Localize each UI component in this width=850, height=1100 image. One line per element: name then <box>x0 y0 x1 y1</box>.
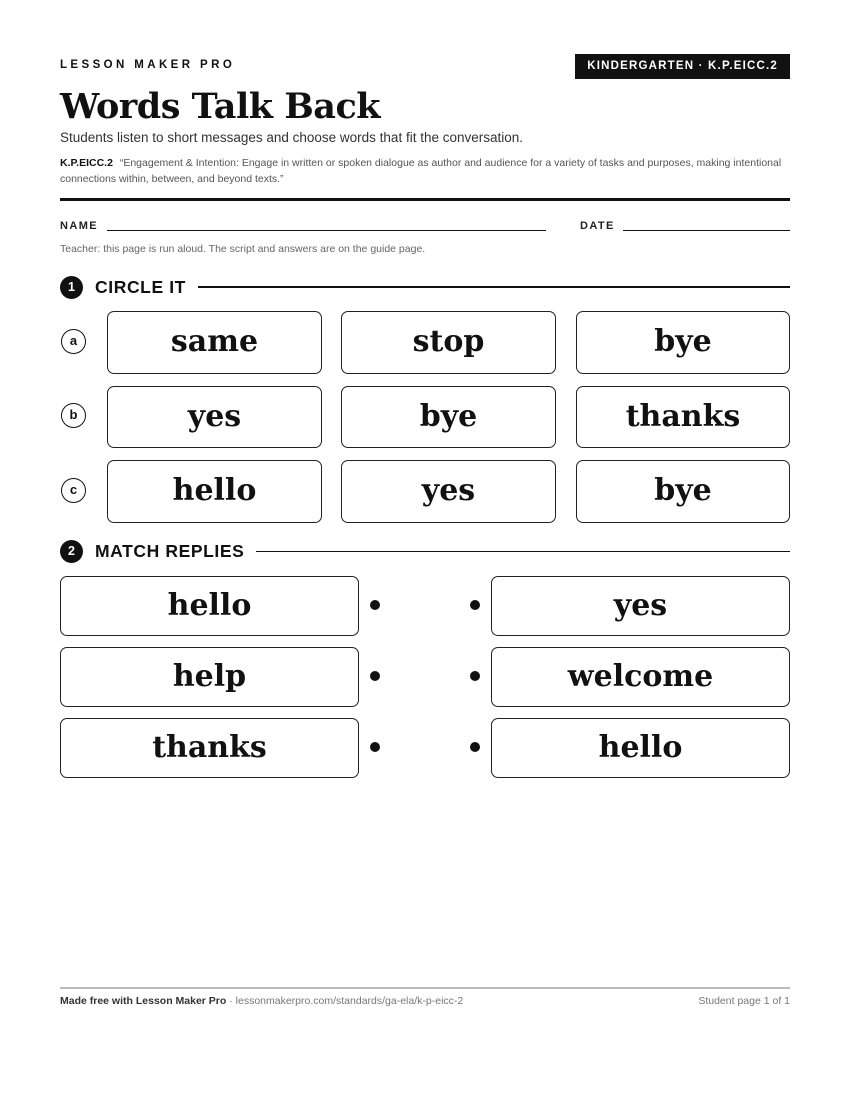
word-choice[interactable]: thanks <box>576 386 790 448</box>
page-title: Words Talk Back <box>60 86 381 127</box>
word-choice[interactable]: bye <box>341 386 556 448</box>
section-rule <box>198 286 790 288</box>
section-number: 2 <box>60 540 83 563</box>
row-letter-c: c <box>61 478 86 503</box>
name-label: NAME <box>60 220 98 232</box>
match-dot-left[interactable] <box>370 742 380 752</box>
word-choice[interactable]: bye <box>576 311 790 374</box>
grade-badge: KINDERGARTEN · K.P.EICC.2 <box>575 54 790 79</box>
footer-made: Made free with Lesson Maker Pro <box>60 995 227 1007</box>
word-choice[interactable]: yes <box>107 386 322 448</box>
standard-code: K.P.EICC.2 <box>60 157 113 169</box>
row-letter-a: a <box>61 329 86 354</box>
section-number: 1 <box>60 276 83 299</box>
brand-name: LESSON MAKER PRO <box>60 59 236 71</box>
match-dot-left[interactable] <box>370 600 380 610</box>
date-field[interactable] <box>623 230 790 231</box>
section-2-header <box>60 539 790 563</box>
match-right-word[interactable]: welcome <box>491 647 790 707</box>
date-label: DATE <box>580 220 615 232</box>
match-dot-right[interactable] <box>470 600 480 610</box>
row-letter-b: b <box>61 403 86 428</box>
name-field[interactable] <box>107 230 546 231</box>
standard-description <box>60 155 790 187</box>
word-choice[interactable]: same <box>107 311 322 374</box>
match-left-word[interactable]: help <box>60 647 359 707</box>
page-subtitle: Students listen to short messages and choose words that fit the conversation. <box>60 130 524 145</box>
match-right-word[interactable]: yes <box>491 576 790 636</box>
match-dot-right[interactable] <box>470 671 480 681</box>
word-choice[interactable]: hello <box>107 460 322 523</box>
footer-credit <box>60 995 463 1007</box>
word-choice[interactable]: stop <box>341 311 556 374</box>
worksheet-page <box>60 0 790 1100</box>
section-1-header <box>60 275 790 299</box>
section-title: MATCH REPLIES <box>95 540 245 561</box>
word-choice[interactable]: bye <box>576 460 790 523</box>
match-left-word[interactable]: thanks <box>60 718 359 778</box>
match-dot-left[interactable] <box>370 671 380 681</box>
header-divider <box>60 198 790 201</box>
footer-divider <box>60 987 790 989</box>
section-title: CIRCLE IT <box>95 276 186 297</box>
standard-text: “Engagement & Intention: Engage in written or spoken dialogue as author and audience for a variety of tasks and purposes, making intentional connections within, between, and beyond texts.” <box>60 157 782 185</box>
match-dot-right[interactable] <box>470 742 480 752</box>
match-right-word[interactable]: hello <box>491 718 790 778</box>
word-choice[interactable]: yes <box>341 460 556 523</box>
footer-url[interactable]: · lessonmakerpro.com/standards/ga-ela/k-p-eicc-2 <box>226 995 464 1007</box>
teacher-note: Teacher: this page is run aloud. The script and answers are on the guide page. <box>60 243 426 255</box>
page-number: Student page 1 of 1 <box>698 995 790 1007</box>
match-left-word[interactable]: hello <box>60 576 359 636</box>
section-rule <box>256 551 790 552</box>
